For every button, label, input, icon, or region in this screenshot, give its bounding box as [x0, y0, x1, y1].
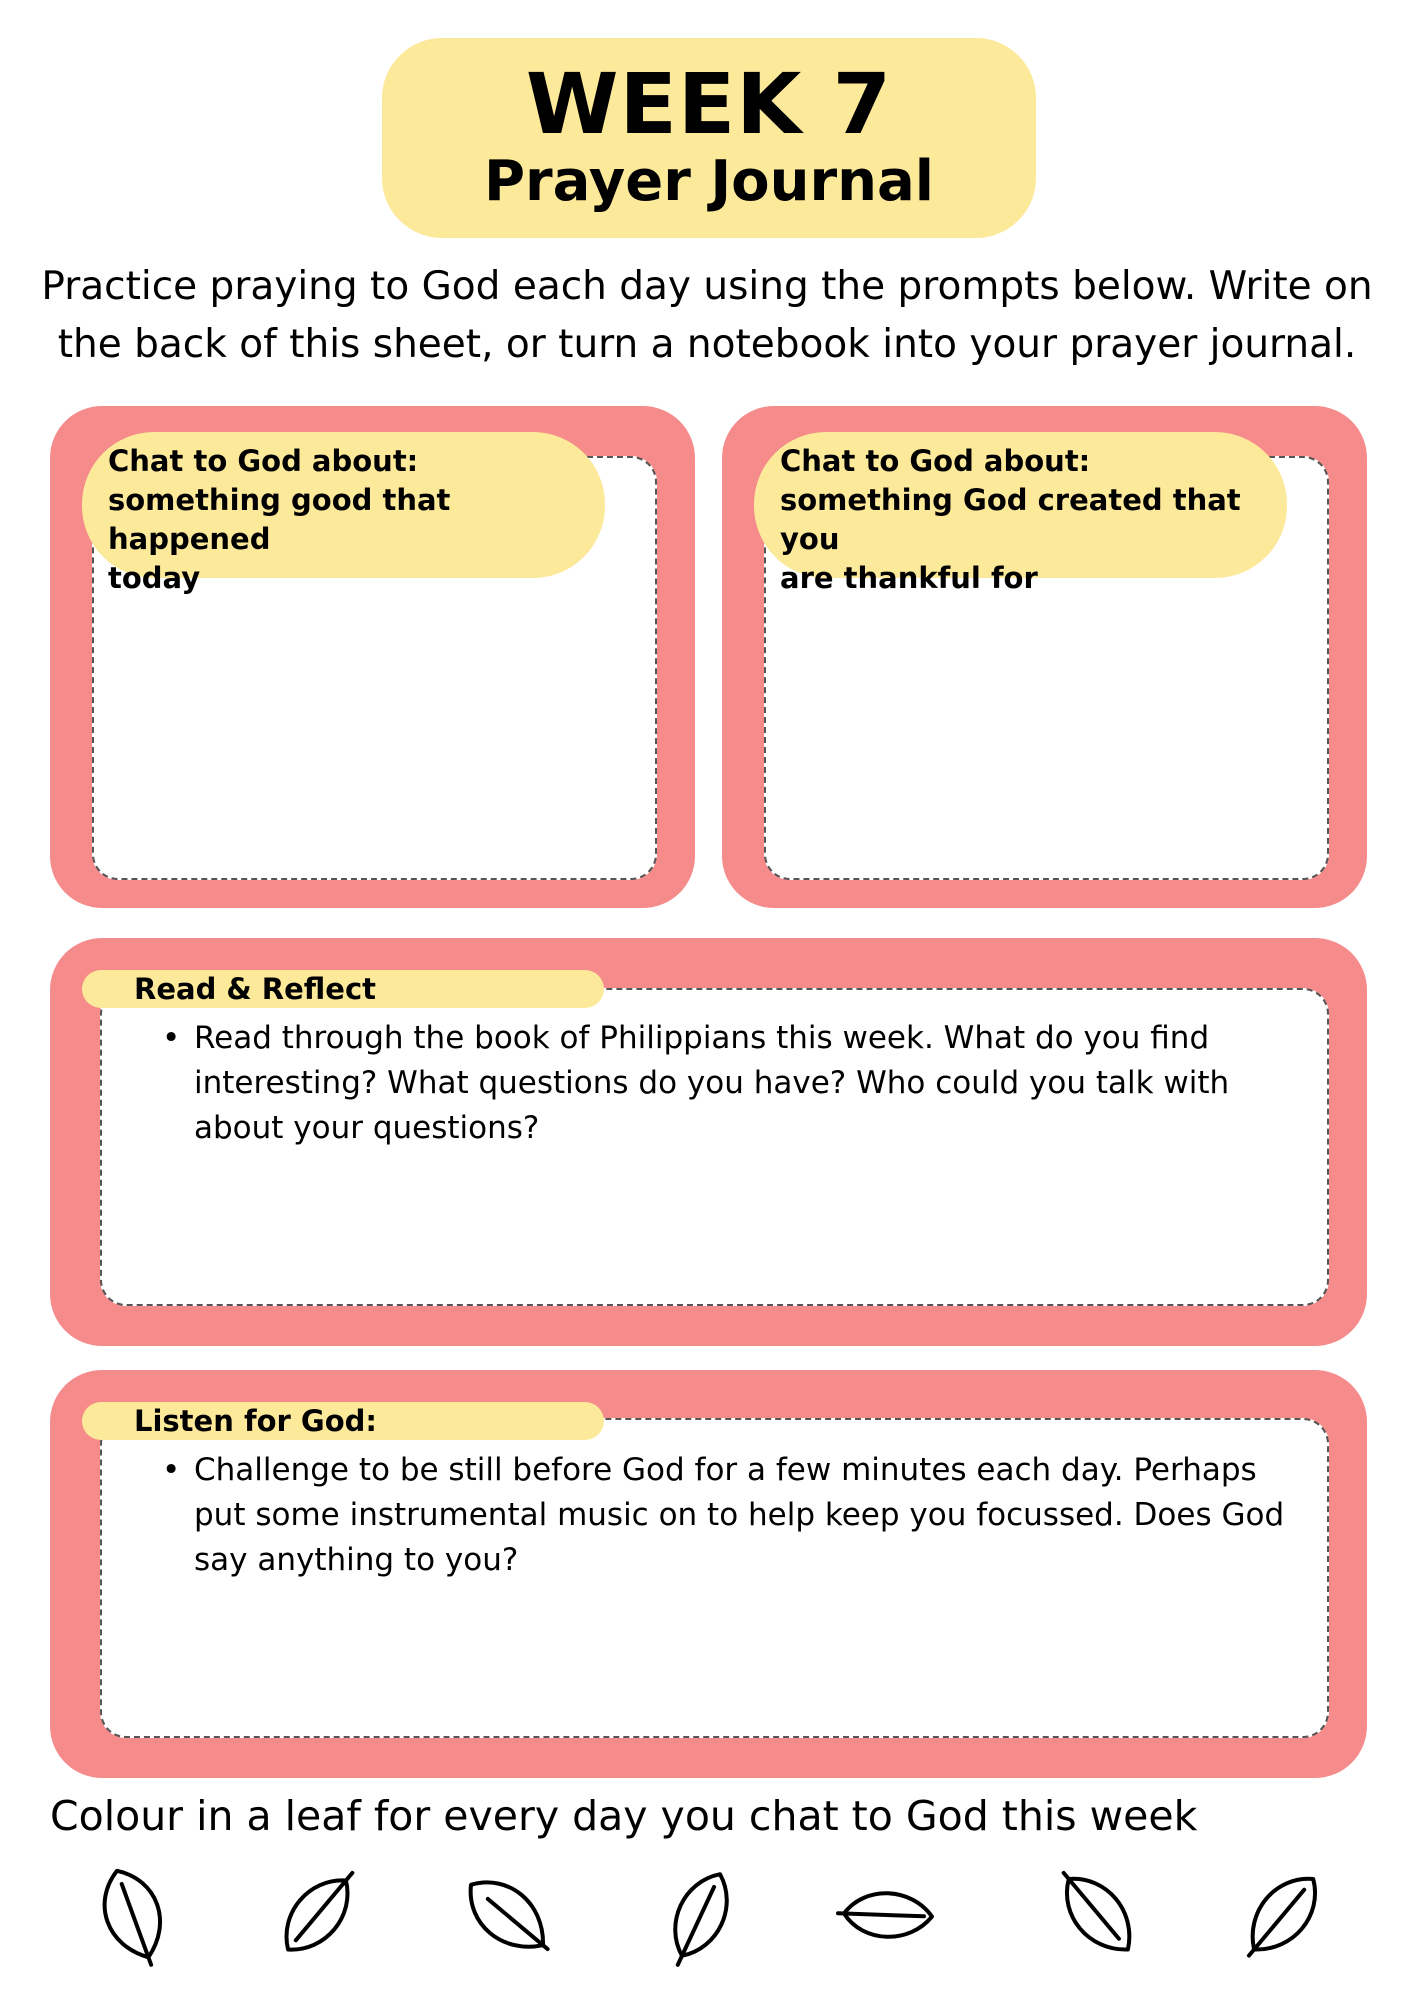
- leaf-icon[interactable]: [1228, 1860, 1338, 1970]
- leaf-icon[interactable]: [832, 1860, 942, 1970]
- bullet-line: • Challenge to be still before God for a few minutes each day. Perhaps: [194, 1452, 1257, 1488]
- bullet-line: say anything to you?: [194, 1542, 519, 1578]
- prompt-text: are thankful for: [780, 561, 1038, 595]
- intro-line: Practice praying to God each day using the prompts below. Write on: [41, 264, 1373, 309]
- prompt-heading: Chat to God about:: [780, 444, 1091, 478]
- leaf-icon[interactable]: [262, 1860, 372, 1970]
- bullet-line: put some instrumental music on to help keep you focussed. Does God: [194, 1497, 1285, 1533]
- read-reflect-card: [50, 938, 1367, 1346]
- footer-instruction: Colour in a leaf for every day you chat to God this week: [50, 1792, 1198, 1840]
- chat-card-thankful: [722, 406, 1367, 908]
- listen-label: Listen for God:: [82, 1402, 604, 1440]
- prompt-text: today: [108, 561, 201, 595]
- listen-text: [152, 1448, 1332, 1583]
- prompt-pill: [754, 432, 1287, 595]
- bullet-line: about your questions?: [194, 1110, 540, 1146]
- leaf-icon[interactable]: [452, 1860, 562, 1970]
- bullet-line: • Read through the book of Philippians this week. What do you find: [194, 1020, 1210, 1056]
- intro-text: [30, 258, 1384, 374]
- page-title: WEEK 7: [525, 55, 893, 153]
- listen-card: [50, 1370, 1367, 1778]
- leaf-icon[interactable]: [646, 1860, 756, 1970]
- leaf-icon[interactable]: [1044, 1860, 1154, 1970]
- read-reflect-text: [152, 1016, 1332, 1151]
- prompt-heading: Chat to God about:: [108, 444, 419, 478]
- prompt-text: something God created that you: [780, 483, 1241, 556]
- leaf-icon[interactable]: [78, 1860, 188, 1970]
- prompt-pill: [82, 432, 605, 595]
- read-reflect-label: Read & Reflect: [82, 970, 604, 1008]
- title-banner: [382, 38, 1036, 238]
- intro-line: the back of this sheet, or turn a notebook into your prayer journal.: [57, 322, 1357, 367]
- chat-card-good-thing: [50, 406, 695, 908]
- prompt-text: something good that happened: [108, 483, 451, 556]
- page-subtitle: Prayer Journal: [484, 149, 934, 214]
- bullet-line: interesting? What questions do you have? Who could you talk with: [194, 1065, 1230, 1101]
